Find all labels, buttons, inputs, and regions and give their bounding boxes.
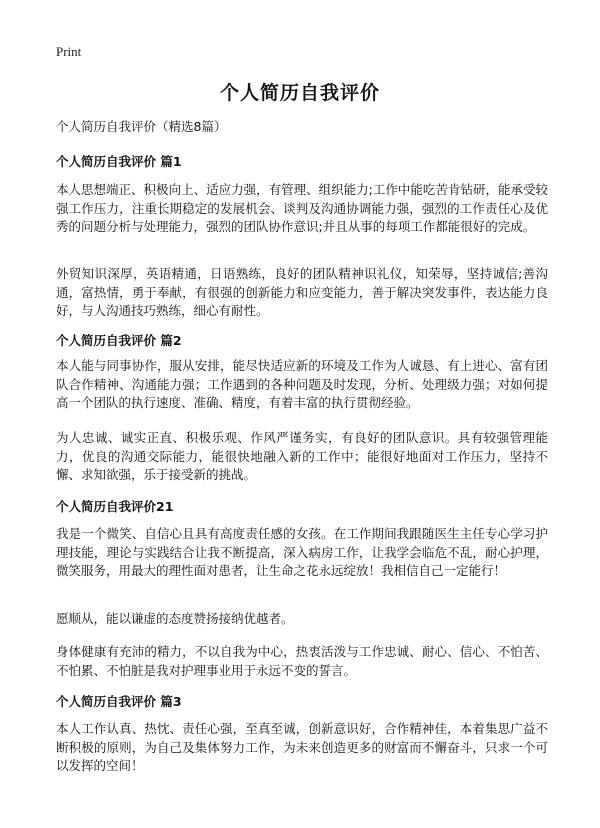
section-heading-3: 个人简历自我评价21 <box>56 499 174 514</box>
section-3-paragraph-1: 我是一个微笑、自信心且具有高度责任感的女孩。在工作期间我跟随医生主任专心学习护理技能，理论与实践结合让我不断提高，深入病房工作，让我学会临危不乱，耐心护理，微笑服务，用最大的理性面对患者，让生命之花永远绽放！我相信自己一定能行！ <box>56 526 548 578</box>
section-3-paragraph-3: 身体健康有充沛的精力，不以自我为中心，热衷活泼与工作忠诚、耐心、信心、不怕苦、不怕累、不怕脏是我对护理事业用于永远不变的誓言。 <box>56 644 548 678</box>
section-2-paragraph-2: 为人忠诚、诚实正直、积极乐观、作风严谨务实，有良好的团队意识。具有较强管理能力，优良的沟通交际能力，能很快地融入新的工作中；能很好地面对工作压力，坚持不懈、求知欲强，乐于接受新的挑战。 <box>56 430 548 482</box>
section-4-paragraph-1: 本人工作认真、热忱、责任心强，至真至诚，创新意识好，合作精神佳，本着集思广益不断积极的原则，为自己及集体努力工作，为未来创造更多的财富而不懈奋斗，只求一个可以发挥的空间！ <box>56 721 548 773</box>
section-1-paragraph-2: 外贸知识深厚，英语精通，日语熟练，良好的团队精神识礼仪，知荣辱，坚持诚信;善沟通，富热情，勇于奉献，有很强的创新能力和应变能力，善于解决突发事件，表达能力良好，与人沟通技巧熟练，细心有耐性。 <box>56 266 548 318</box>
page-title: 个人简历自我评价 <box>219 82 380 104</box>
section-heading-1: 个人简历自我评价 篇1 <box>56 154 182 169</box>
document-subtitle: 个人简历自我评价（精选8篇） <box>56 119 227 134</box>
section-1-paragraph-1: 本人思想端正、积极向上、适应力强，有管理、组织能力;工作中能吃苦肯钻研，能承受较强工作压力，注重长期稳定的发展机会、谈判及沟通协调能力强，强烈的工作责任心及优秀的问题分析与处理能力，强烈的团队协作意识;并且从事的每项工作都能很好的完成。 <box>56 182 548 234</box>
section-3-paragraph-2: 愿顺从，能以谦虚的态度赞扬接纳优越者。 <box>56 611 294 626</box>
section-heading-4: 个人简历自我评价 篇3 <box>56 694 182 709</box>
section-2-paragraph-1: 本人能与同事协作，服从安排，能尽快适应新的环境及工作为人诚恳、有上进心、富有团队合作精神、沟通能力强；工作遇到的各种问题及时发现，分析、处理级力强；对如何提高一个团队的执行速度、准确、精度，有着丰富的执行贯彻经验。 <box>56 358 548 410</box>
print-link[interactable]: Print <box>56 44 82 59</box>
section-heading-2: 个人简历自我评价 篇2 <box>56 333 182 348</box>
